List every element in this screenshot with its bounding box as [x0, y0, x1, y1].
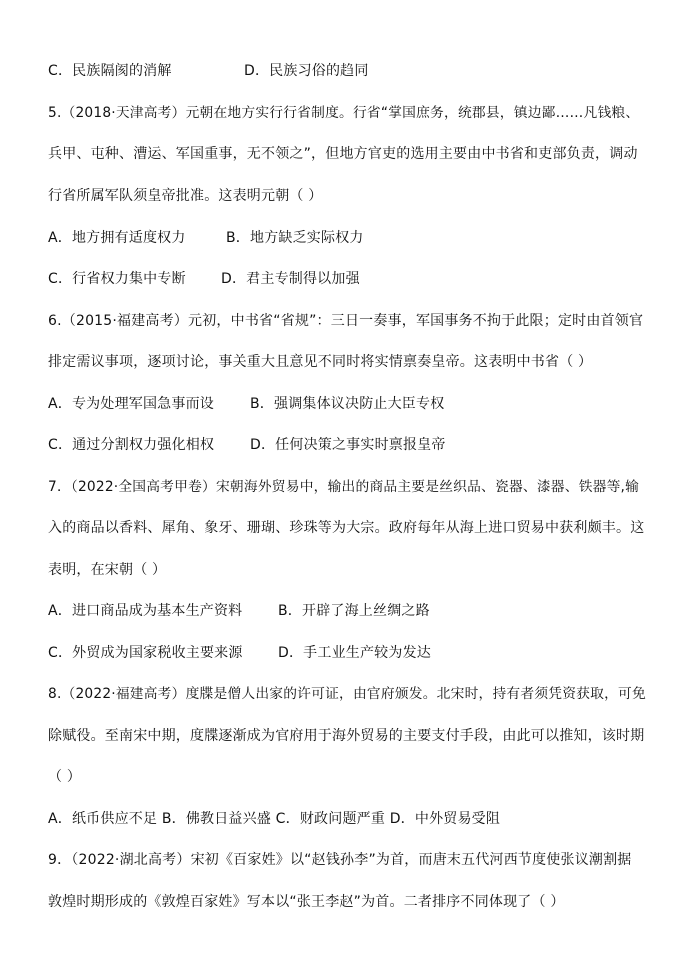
q7-options-row-ab	[48, 602, 430, 620]
q7-options-row-cd	[48, 644, 431, 662]
q7-option-b: B．开辟了海上丝绸之路	[278, 603, 430, 619]
q4-option-c: C．民族隔阂的消解	[48, 63, 172, 79]
q7-option-a: A．进口商品成为基本生产资料	[48, 603, 243, 619]
q7-option-c: C．外贸成为国家税收主要来源	[48, 645, 243, 661]
q7-stem-line-2: 入的商品以香料、犀角、象牙、珊瑚、珍珠等为大宗。政府每年从海上进口贸易中获利颇丰。这	[48, 520, 645, 536]
q8-options-row: A．纸币供应不足 B．佛教日益兴盛 C．财政问题严重 D．中外贸易受阻	[48, 811, 501, 827]
q6-stem-line-2: 排定需议事项，逐项讨论，事关重大且意见不同时将实情禀奏皇帝。这表明中书省（ ）	[48, 354, 593, 370]
q7-stem-line-3: 表明，在宋朝（ ）	[48, 562, 167, 578]
q6-options-row-ab	[48, 395, 445, 413]
q6-option-b: B．强调集体议决防止大臣专权	[250, 396, 445, 412]
q8-stem-line-2: 除赋役。至南宋中期，度牒逐渐成为官府用于海外贸易的主要支付手段，由此可以推知，该时期	[48, 728, 645, 744]
q8-stem-line-1: 8.（2022·福建高考）度牒是僧人出家的许可证，由官府颁发。北宋时，持有者须凭资获取，可免	[48, 686, 646, 702]
q4-option-d: D．民族习俗的趋同	[244, 63, 369, 79]
q6-options-row-cd	[48, 436, 446, 454]
q5-option-c: C．行省权力集中专断	[48, 271, 186, 287]
q4-options-row-cd	[48, 62, 369, 80]
q5-options-row-ab	[48, 229, 364, 247]
q5-stem-line-2: 兵甲、屯种、漕运、军国重事，无不领之”，但地方官吏的选用主要由中书省和吏部负责，调动	[48, 146, 638, 162]
q7-stem-line-1: 7．（2022·全国高考甲卷）宋朝海外贸易中，输出的商品主要是丝织品、瓷器、漆器、铁器等,输	[48, 479, 640, 495]
q6-option-a: A．专为处理军国急事而设	[48, 396, 214, 412]
q5-stem-line-1: 5.（2018·天津高考）元朝在地方实行行省制度。行省“掌国庶务，统郡县，镇边鄙……凡钱粮、	[48, 105, 640, 121]
q5-option-a: A．地方拥有适度权力	[48, 230, 186, 246]
q6-stem-line-1: 6.（2015·福建高考）元初，中书省“省规”：三日一奏事，军国事务不拘于此限；定时由首领官	[48, 313, 644, 329]
q8-stem-line-3: （ ）	[48, 769, 82, 785]
q6-option-c: C．通过分割权力强化相权	[48, 437, 215, 453]
q9-stem-line-1: 9．（2022·湖北高考）宋初《百家姓》以“赵钱孙李”为首，而唐末五代河西节度使张议潮割据	[48, 852, 632, 868]
q5-options-row-cd	[48, 270, 360, 288]
q5-option-b: B．地方缺乏实际权力	[226, 230, 364, 246]
q7-option-d: D．手工业生产较为发达	[278, 645, 431, 661]
q9-stem-line-2: 敦煌时期形成的《敦煌百家姓》写本以“张王李赵”为首。二者排序不同体现了（ ）	[48, 894, 565, 910]
q5-stem-line-3: 行省所属军队须皇帝批准。这表明元朝（ ）	[48, 188, 323, 204]
q6-option-d: D．任何决策之事实时禀报皇帝	[250, 437, 446, 453]
q5-option-d: D．君主专制得以加强	[221, 271, 360, 287]
